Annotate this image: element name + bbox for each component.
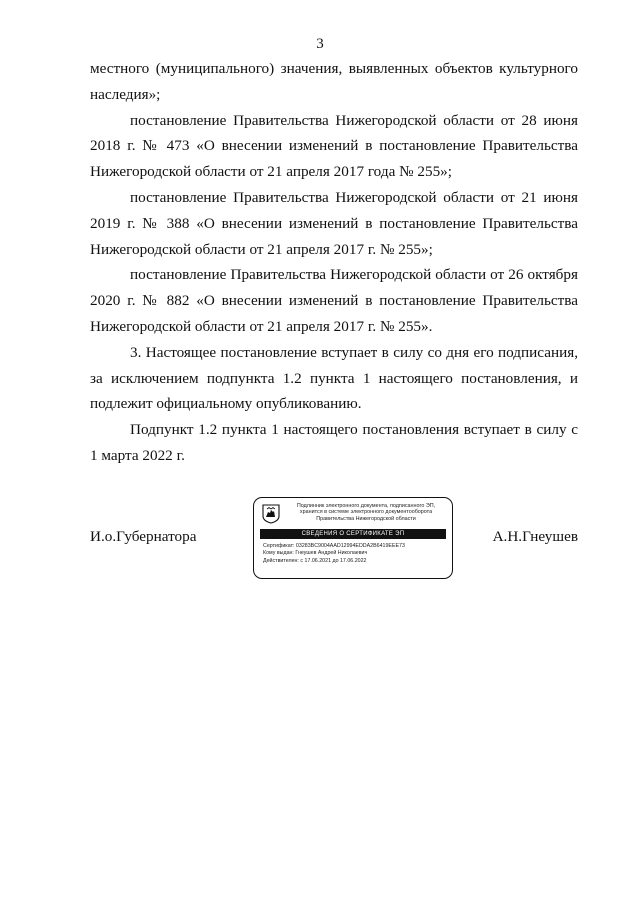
paragraph-resolution-2019: постановление Правительства Нижегородской области от 21 июня 2019 г. № 388 «О внесении изменений в постановление Правительства Нижегородской области от 21 апреля 2017 г. № 255»;: [90, 188, 578, 258]
document-body: [90, 56, 578, 469]
paragraph-resolution-2018: постановление Правительства Нижегородской области от 28 июня 2018 г. № 473 «О внесении изменений в постановление Правительства Нижегородской области от 21 апреля 2017 года № 255»;: [90, 111, 578, 181]
paragraph-subclause-effective-date: Подпункт 1.2 пункта 1 настоящего постановления вступает в силу с 1 марта 2022 г.: [90, 421, 578, 464]
signatory-position: И.о.Губернатора: [90, 528, 197, 545]
certificate-serial: Сертификат: 03283BC9004AAD12994EDDA2B6419EEE73: [263, 543, 405, 549]
page-number: 3: [316, 36, 324, 52]
stamp-heading: Подлинник электронного документа, подписанного ЭП, хранится в системе электронного документооборота Правительства Нижегородской области: [296, 503, 436, 522]
coat-of-arms-icon: [262, 504, 280, 524]
electronic-signature-stamp: [253, 497, 453, 579]
stamp-certificate-banner: СВЕДЕНИЯ О СЕРТИФИКАТЕ ЭП: [260, 529, 446, 539]
paragraph-continuation: местного (муниципального) значения, выявленных объектов культурного наследия»;: [90, 60, 578, 103]
certificate-validity: Действителен: с 17.06.2021 до 17.06.2022: [263, 557, 367, 564]
signature-block: [90, 497, 578, 583]
stamp-certificate-details: [263, 543, 405, 565]
paragraph-clause-3: 3. Настоящее постановление вступает в силу со дня его подписания, за исключением подпункта 1.2 пункта 1 настоящего постановления, и подлежит официальному опубликованию.: [90, 343, 578, 413]
paragraph-resolution-2020: постановление Правительства Нижегородской области от 26 октября 2020 г. № 882 «О внесении изменений в постановление Правительства Нижегородской области от 21 апреля 2017 г. № 255».: [90, 266, 578, 335]
certificate-owner: Кому выдан: Гнеушев Андрей Николаевич: [263, 550, 368, 557]
signatory-name: А.Н.Гнеушев: [492, 528, 578, 545]
